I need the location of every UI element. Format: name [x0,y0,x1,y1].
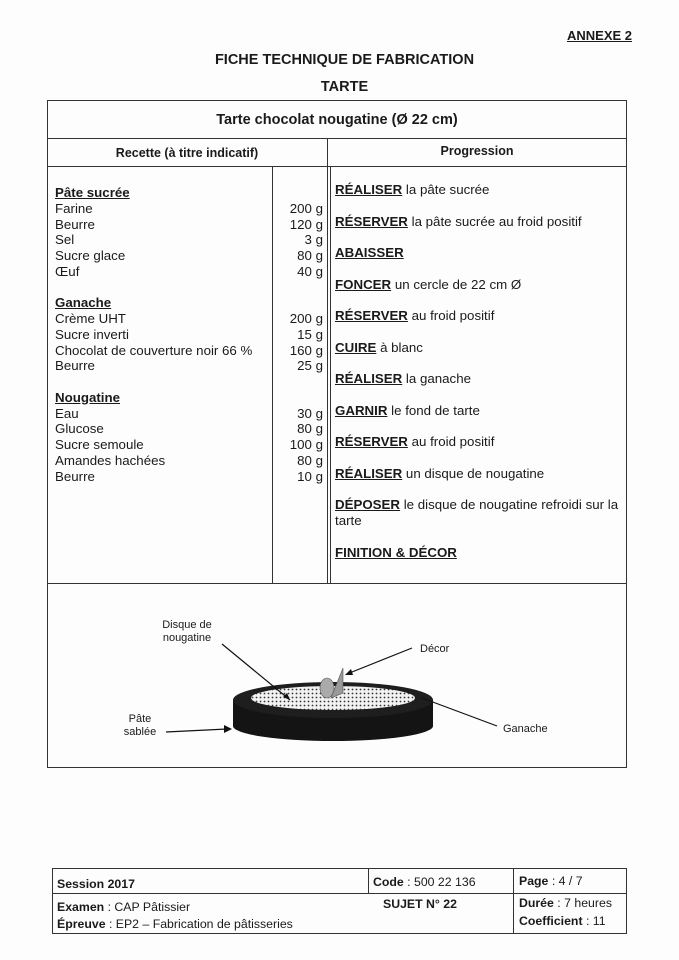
footer-page: Page : 4 / 7 [519,874,583,888]
arrow-ganache [422,698,497,726]
ingredient-row [55,264,323,280]
ingredient-row [55,217,323,233]
ingredient-quantity: 10 g [297,468,323,484]
ingredient-row [55,469,323,485]
step-verb: FINITION & DÉCOR [335,544,457,560]
progression-step [335,497,620,529]
ingredient-name: Sel [55,232,75,248]
arrow-decor [347,648,412,674]
column-header-recipe: Recette (à titre indicatif) [115,146,259,160]
step-verb: CUIRE [335,339,377,355]
ingredient-name: Beurre [55,216,95,232]
divider [52,893,627,894]
ingredient-quantity: 80 g [297,248,323,263]
label-pate-sablee: Pâte sablée [123,713,157,738]
ingredient-row [55,421,323,437]
progression-step [335,277,620,293]
ingredient-section-heading: Ganache [55,295,112,311]
step-text: un cercle de 22 cm Ø [391,276,522,292]
step-verb: GARNIR [335,402,388,418]
tart-diagram [47,584,627,767]
ingredient-name: Amandes hachées [55,452,166,468]
footer-coefficient: Coefficient : 11 [519,914,606,928]
recipe-title: Tarte chocolat nougatine (Ø 22 cm) [216,112,458,128]
step-verb: RÉALISER [335,182,403,197]
ingredient-row [55,453,323,469]
progression-step [335,545,620,561]
ingredient-quantity: 100 g [289,437,323,452]
step-verb: ABAISSER [335,245,404,260]
ingredient-name: Œuf [55,263,80,279]
ingredient-quantity: 160 g [289,342,323,358]
step-verb: RÉSERVER [335,308,408,323]
divider [327,138,328,583]
ingredient-row [55,248,323,264]
ingredient-row [55,232,323,248]
ingredient-quantity: 25 g [297,358,323,374]
divider [47,166,627,167]
ingredient-name: Farine [55,200,93,216]
ingredient-section-heading: Nougatine [55,389,121,405]
step-verb: FONCER [335,276,392,292]
label-disque-nougatine: Disque de nougatine [162,619,212,644]
step-text: au froid positif [407,434,495,449]
step-text: à blanc [376,339,423,355]
ingredient-quantity: 3 g [304,232,323,248]
ingredient-row [55,201,323,217]
column-header-progression: Progression [440,144,514,158]
step-text: au froid positif [407,308,495,323]
divider [513,868,514,934]
document-subtitle: TARTE [320,79,369,95]
footer-sujet: SUJET N° 22 [383,897,457,911]
annex-label: ANNEXE 2 [567,28,633,43]
spacer [55,280,323,296]
document-title: FICHE TECHNIQUE DE FABRICATION [214,52,475,68]
arrow-pate [166,729,227,732]
ingredient-name: Beurre [55,358,95,374]
footer-duree: Durée : 7 heures [519,896,612,910]
divider [330,166,331,583]
step-text: la pâte sucrée au froid positif [407,213,582,229]
ingredient-name: Chocolat de couverture noir 66 % [55,342,253,358]
step-verb: RÉSERVER [335,434,408,449]
step-text: la pâte sucrée [402,182,490,197]
ingredient-name: Eau [55,405,79,421]
ingredient-quantity: 40 g [297,263,323,279]
spacer [55,374,323,390]
footer-epreuve: Épreuve : EP2 – Fabrication de pâtisseries [57,917,293,931]
progression-step [335,214,620,230]
step-text: le fond de tarte [387,402,480,418]
ingredient-row [55,358,323,374]
ingredient-list [55,185,323,484]
ingredient-section-heading: Pâte sucrée [55,185,130,200]
footer-code: Code : 500 22 136 [373,875,476,889]
divider [368,868,369,893]
progression-step [335,182,620,198]
ingredient-row [55,311,323,327]
ingredient-name: Sucre inverti [55,326,129,342]
step-verb: DÉPOSER [335,497,401,512]
ingredient-quantity: 30 g [297,405,323,421]
ingredient-quantity: 200 g [289,200,323,216]
ingredient-quantity: 120 g [289,216,323,232]
ingredient-name: Beurre [55,468,95,484]
step-verb: RÉALISER [335,371,403,386]
step-verb: RÉSERVER [335,213,408,229]
ingredient-quantity: 80 g [297,421,323,437]
tart-shape [233,668,433,741]
ingredient-quantity: 200 g [289,311,323,326]
progression-step [335,308,620,324]
progression-step [335,403,620,419]
label-ganache: Ganache [503,723,548,735]
ingredient-quantity: 80 g [297,452,323,468]
label-decor: Décor [420,643,450,655]
progression-step [335,434,620,450]
footer-session: Session 2017 [57,877,135,891]
step-text: un disque de nougatine [402,465,545,481]
ingredient-row [55,343,323,359]
ingredient-row [55,437,323,453]
ingredient-name: Sucre glace [55,248,126,263]
ingredient-row [55,327,323,343]
step-verb: RÉALISER [335,465,403,481]
progression-step [335,466,620,482]
ingredient-name: Sucre semoule [55,437,144,452]
progression-step [335,371,620,387]
divider [47,138,627,139]
ingredient-name: Crème UHT [55,311,126,326]
progression-step [335,340,620,356]
progression-steps [335,182,620,576]
ingredient-quantity: 15 g [297,326,323,342]
footer-examen: Examen : CAP Pâtissier [57,900,191,914]
ingredient-row [55,406,323,422]
progression-step [335,245,620,261]
step-text: le disque de nougatine refroidi sur la tarte [335,497,619,528]
ingredient-name: Glucose [55,421,104,437]
step-text: la ganache [402,371,471,386]
